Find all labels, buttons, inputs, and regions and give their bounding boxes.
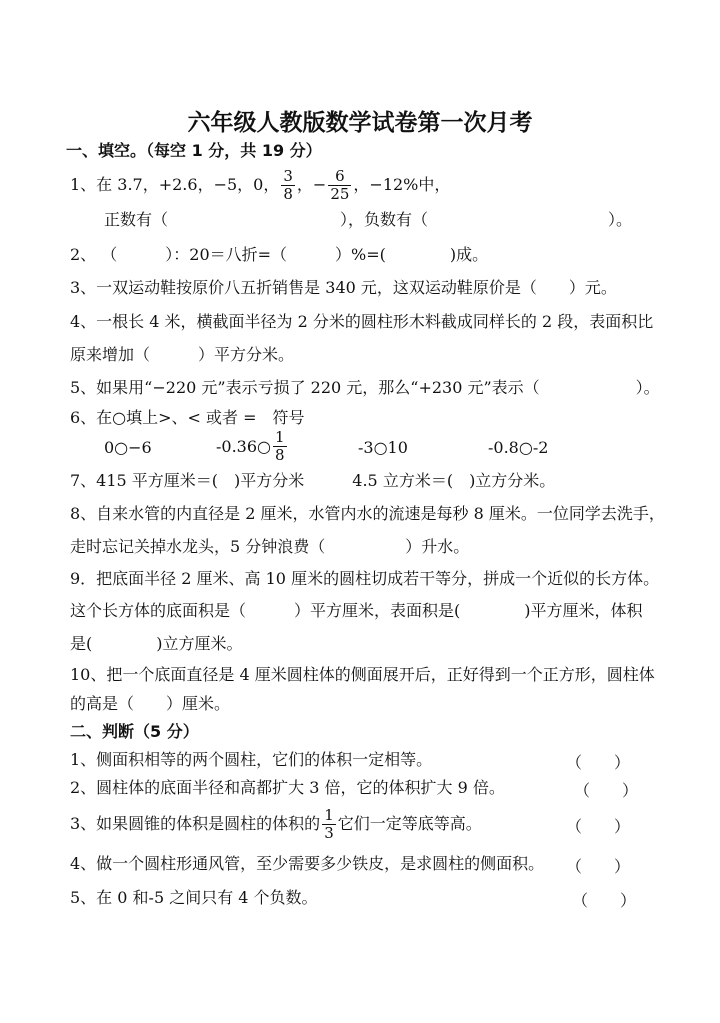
q1-mid: ，− <box>296 175 327 194</box>
question-8-line1: 8、自来水管的内直径是 2 厘米，水管内水的流速是每秒 8 厘米。一位同学去洗手， <box>70 504 665 523</box>
question-8-line2: 走时忘记关掉水龙头，5 分钟浪费（ ）升水。 <box>70 537 470 556</box>
fraction-3-8: $\frac{3}{8}$ <box>283 167 293 203</box>
page-title: 六年级人教版数学试卷第一次月考 <box>187 110 533 136</box>
compare-item-d: -0.8○-2 <box>488 438 549 457</box>
judge-answer-1[interactable]: （ ） <box>566 753 631 772</box>
q1-prefix: 1、在 3.7，+2.6，−5，0， <box>70 175 280 194</box>
question-10-line2: 的高是（ ）厘米。 <box>70 694 231 713</box>
judge-answer-2[interactable]: （ ） <box>574 781 639 800</box>
judge-item-2: 2、圆柱体的底面半径和高都扩大 3 倍，它的体积扩大 9 倍。 <box>70 778 505 797</box>
judge-3-post: 它们一定等底等高。 <box>337 814 482 833</box>
q1-suffix: ，−12%中， <box>353 175 451 194</box>
judge-item-1: 1、侧面积相等的两个圆柱，它们的体积一定相等。 <box>70 750 433 769</box>
fraction-1-3: $\frac{1}{3}$ <box>324 806 334 842</box>
judge-answer-4[interactable]: （ ） <box>566 857 631 876</box>
question-1 <box>70 166 450 204</box>
section1-heading: 一、填空。（每空 1 分，共 19 分） <box>66 141 322 160</box>
question-6-heading: 6、在○填上>、< 或者 = 符号 <box>70 408 305 427</box>
answer-end: ）。 <box>608 210 633 229</box>
compare-item-b <box>216 429 289 464</box>
judge-item-5: 5、在 0 和-5 之间只有 4 个负数。 <box>70 888 318 907</box>
question-4-line2: 原来增加（ ）平方分米。 <box>70 345 295 364</box>
judge-3-pre: 3、如果圆锥的体积是圆柱的体积的 <box>70 814 321 833</box>
question-3: 3、一双运动鞋按原价八五折销售是 340 元，这双运动鞋原价是（ ）元。 <box>70 278 617 297</box>
judge-item-4: 4、做一个圆柱形通风管，至少需要多少铁皮，是求圆柱的侧面积。 <box>70 854 545 873</box>
question-1-answer-line <box>104 210 632 230</box>
positive-label: 正数有（ <box>104 210 169 229</box>
compare-item-c: -3○10 <box>358 438 408 457</box>
question-9-line3: 是( )立方厘米。 <box>70 634 243 653</box>
question-10-line1: 10、把一个底面直径是 4 厘米圆柱体的侧面展开后，正好得到一个正方形，圆柱体 <box>70 665 655 684</box>
judge-item-3 <box>70 806 482 842</box>
question-2: 2、 （ ）：20＝八折=（ ）%=( )成。 <box>70 245 489 264</box>
question-4-line1: 4、一根长 4 米，横截面半径为 2 分米的圆柱形木料截成同样长的 2 段，表面积比 <box>70 312 654 331</box>
negative-label: ），负数有（ <box>340 210 429 229</box>
question-5: 5、如果用“−220 元”表示亏损了 220 元，那么“+230 元”表示（ ）。 <box>70 378 660 397</box>
question-9-line1: 9．把底面半径 2 厘米、高 10 厘米的圆柱切成若干等分，拼成一个近似的长方体。 <box>70 569 660 588</box>
judge-answer-3[interactable]: （ ） <box>566 817 631 836</box>
compare-b-text: -0.36○ <box>216 437 271 456</box>
question-9-line2: 这个长方体的底面积是（ ）平方厘米，表面积是( )平方厘米，体积 <box>70 601 643 620</box>
question-7: 7、415 平方厘米＝( )平方分米 4.5 立方米＝( )立方分米。 <box>70 471 556 490</box>
compare-item-a: 0○−6 <box>104 438 152 457</box>
fraction-6-25: $\frac{6}{25}$ <box>330 167 350 203</box>
fraction-1-8: $\frac{1}{8}$ <box>275 428 285 464</box>
section2-heading: 二、判断（5 分） <box>70 722 199 741</box>
judge-answer-5[interactable]: （ ） <box>572 891 637 910</box>
